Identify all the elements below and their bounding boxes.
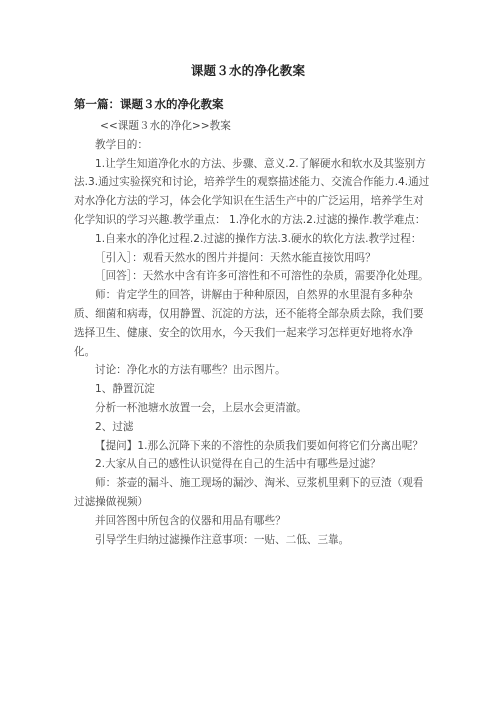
paragraph-instruments: 并回答图中所包含的仪器和用品有哪些？ bbox=[95, 514, 286, 527]
paragraph-step-1: 1、静置沉淀 bbox=[95, 383, 155, 396]
paragraph-question-1: 【提问】1.那么沉降下来的不溶性的杂质我们要如何将它们分离出呢？ bbox=[95, 439, 423, 452]
paragraph-teacher-examples: 师：茶壶的漏斗、施工现场的漏沙、淘米、豆浆机里剩下的豆渣（观看过滤操做视频） bbox=[74, 477, 424, 508]
paragraph-difficulties: 1.自来水的净化过程.2.过滤的操作方法.3.硬水的软化方法.教学过程： bbox=[95, 232, 422, 245]
paragraph-intro: ［引入］：观看天然水的图片并提问：天然水能直接饮用吗？ bbox=[95, 251, 376, 264]
section-heading: 第一篇：课题３水的净化教案 bbox=[74, 97, 224, 111]
paragraph-discussion: 讨论：净化水的方法有哪些？出示图片。 bbox=[95, 364, 286, 377]
paragraph-doc-name: <<课题３水的净化>>教案 bbox=[100, 120, 231, 132]
paragraph-summary: 引导学生归纳过滤操作注意事项：一贴、二低、三靠。 bbox=[95, 533, 350, 546]
paragraph-answer: ［回答］：天然水中含有许多可溶性和不可溶性的杂质，需要净化处理。 bbox=[95, 270, 429, 283]
document-body bbox=[74, 117, 430, 549]
document-title: 课题３水的净化教案 bbox=[190, 63, 306, 78]
paragraph-objectives: 1.让学生知道净化水的方法、步骤、意义.2.了解硬水和软水及其鉴别方法.3.通过实验探究和讨论，培养学生的观察描述能力、交流合作能力.4.通过对水净化方法的学习，体会化学知识在生活生产中的广泛运用，培养学生对化学知识的学习兴趣.教学重点： 1.净化水的方法.2.过滤的操作.教学难点： bbox=[74, 157, 430, 226]
paragraph-question-2: 2.大家从自己的感性认识觉得在自己的生活中有哪些是过滤？ bbox=[95, 458, 381, 471]
paragraph-objectives-label: 教学目的： bbox=[95, 138, 148, 151]
paragraph-step-2: 2、过滤 bbox=[95, 420, 134, 433]
paragraph-analysis: 分析一杯池塘水放置一会，上层水会更清澈。 bbox=[95, 401, 307, 414]
paragraph-teacher-explain: 师：肯定学生的回答，讲解由于种种原因，自然界的水里混有多种杂质、细菌和病毒，仅用静置、沉淀的方法，还不能将全部杂质去除，我们要选择卫生、健康、安全的饮用水，今天我们一起来学习怎样更好地将水净化。 bbox=[74, 289, 424, 358]
